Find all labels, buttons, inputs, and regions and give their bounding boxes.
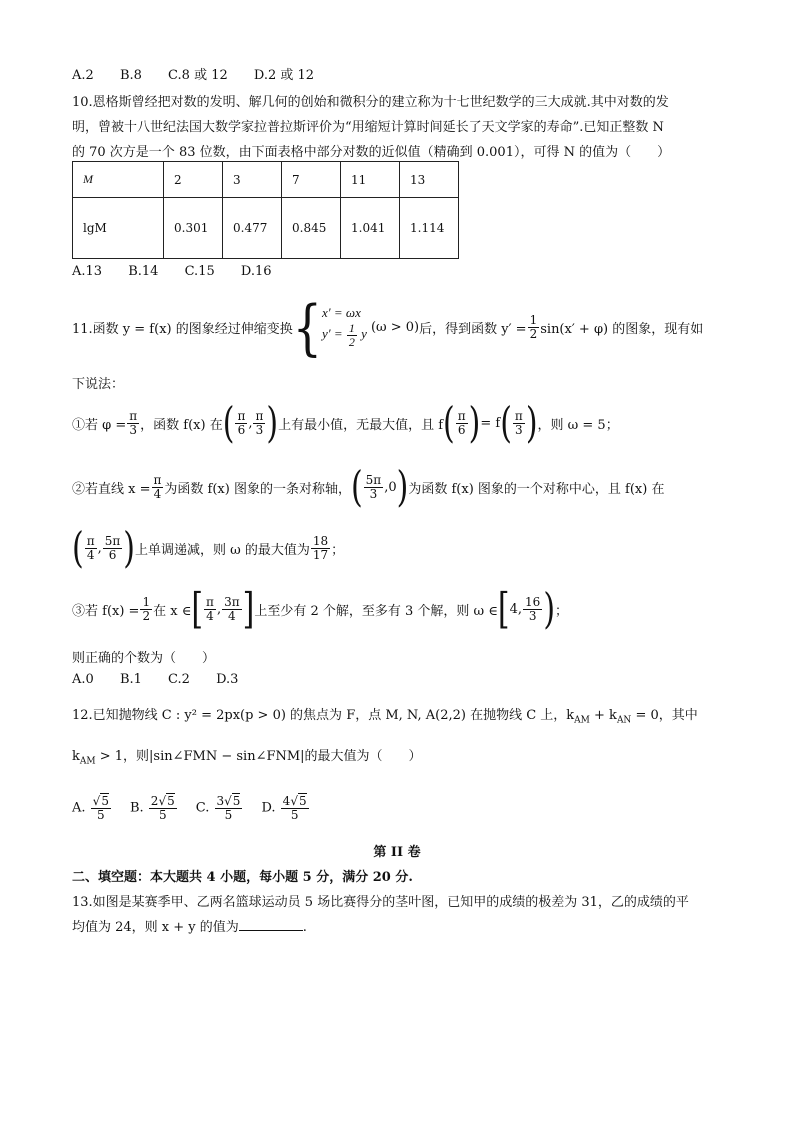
fraction-option [281,795,309,821]
q10-line-2: 明，曾被十八世纪法国大数学家拉普拉斯评价为“用缩短计算时间延长了天文学家的寿命”.已知正整数 N [72,120,664,135]
table-cell: 11 [341,162,400,198]
q11-options [72,672,260,687]
frac-num: 1 [529,312,538,327]
q12-sub-an: AN [616,715,632,726]
frac-num: 3√5 [216,793,241,808]
bracket-open: ( [350,462,363,512]
fraction-5pi-3 [364,474,384,500]
table-cell: lgM [73,198,164,259]
q12-text-end: = 0，其中 [631,708,698,723]
frac-num: 1 [142,594,151,609]
answer-blank[interactable] [239,930,303,931]
frac-num: π [255,408,264,423]
fraction-option [91,795,111,821]
system-top: x′ = ωx [322,305,361,321]
fraction-pi-4 [152,474,164,500]
bracket-close: ) [266,398,279,448]
s1-text-b: ，函数 f(x) 在 [140,417,223,433]
q11-statement-2 [72,462,665,512]
q12-text-2: > 1，则|sin∠FMN − sin∠FNM|的最大值为（ ） [95,749,422,764]
q11-lead: 11.函数 y = f(x) 的图象经过伸缩变换 [72,321,293,337]
fraction-18-17 [311,535,330,561]
q11-stem [72,292,703,362]
q11-option-c: C.2 [168,672,190,687]
frac-den: 4 [86,547,95,562]
q12-line-1 [72,704,698,726]
q9-option-a: A.2 [72,68,94,83]
q13-text: 均值为 24，则 x + y 的值为 [72,920,239,935]
frac-num: 5π [365,472,382,487]
q10-option-b: B.14 [128,264,159,279]
radicand: 5 [232,793,241,808]
q12-k: k [72,749,80,764]
zero: 0 [388,479,397,495]
s3-text-c: 上至少有 2 个解，至多有 3 个解，则 ω ∈ [254,603,498,619]
q11-option-a: A.0 [72,672,94,687]
comma: , [248,415,253,431]
s2-text-a: ②若直线 x = [72,481,151,497]
frac-den: 3 [515,422,523,437]
volume-title: 第 II 卷 [373,845,421,860]
q9-option-b: B.8 [119,68,142,83]
bracket-open: [ [191,584,204,634]
fraction-option [215,795,243,821]
q12-text-1: 12.已知抛物线 C : y² = 2px(p > 0) 的焦点为 F，点 M, N, A(2,2) 在抛物线 C 上，k [72,708,575,723]
q13-line-2 [72,916,307,935]
frac-den: 5 [158,807,167,822]
q11-cond: (ω > 0) [370,319,420,335]
q10-line-3: 的 70 次方是一个 83 位数，由下面表格中部分对数的近似值（精确到 0.001），可得 N 的值为（ ） [72,145,671,160]
option-label: A. [72,800,86,816]
option-label: B. [129,800,144,816]
frac-den: 2 [529,326,538,341]
s1-text-e: ，则 ω = 5； [537,417,619,433]
log-table [72,161,459,259]
frac-num: π [86,533,95,548]
q12-option-a [72,795,112,821]
bracket-open: [ [497,584,510,634]
s3-text-d: ； [555,603,569,619]
frac-num: 2√5 [150,793,175,808]
q12-option-c [196,795,244,821]
q11-statement-2-cont [72,523,345,573]
s1-text-c: 上有最小值，无最大值，且 f [278,417,444,433]
q12-sub-am: AM [79,756,96,767]
q10-option-d: D.16 [240,264,272,279]
q10-option-c: C.15 [184,264,215,279]
q10-line-1: 10.恩格斯曾经把对数的发明、解几何的创始和微积分的建立称为十七世纪数学的三大成就.其中对数的发 [72,95,669,110]
s3-text-a: ③若 f(x) = [72,603,140,619]
table-cell: 13 [400,162,459,198]
table-cell: 0.301 [164,198,223,259]
q10-options [72,264,294,279]
s1-text-d: = f [480,415,501,431]
comma: , [517,601,523,617]
radicand: 5 [101,793,109,808]
frac-den: 5 [224,807,233,822]
frac-den: 3 [528,608,537,623]
q9-options [72,64,336,83]
frac-num: π [129,408,138,423]
fraction-pi-3 [513,410,525,436]
table-cell: 1.114 [400,198,459,259]
bracket-open: ( [443,398,455,448]
option-label: C. [195,800,210,816]
q11-line-2: 下说法： [72,377,125,392]
fraction-3pi-4 [222,596,242,622]
fraction-pi-4 [204,596,216,622]
table-cell: 0.477 [223,198,282,259]
frac-den: 6 [457,422,466,437]
q11-statement-3 [72,584,569,634]
q9-option-d: D.2 或 12 [253,68,315,83]
table-cell: 3 [223,162,282,198]
fraction-16-3 [523,596,542,622]
q13-line-1: 13.如图是某赛季甲、乙两名篮球运动员 5 场比赛得分的茎叶图，已知甲的成绩的极差为 31，乙的成绩的平 [72,895,689,910]
q11-statement-1 [72,398,619,448]
frac-num: 16 [525,594,541,609]
frac-den: 5 [97,807,105,822]
radicand: 5 [298,793,307,808]
fraction-5pi-6 [103,535,123,561]
frac-den: 3 [369,486,378,501]
s2-text-d: 上单调递减，则 ω 的最大值为 [135,542,310,558]
q12-sub-am: AM [574,715,590,726]
bracket-close: ) [468,398,481,448]
s2-text-b: 为函数 f(x) 图象的一条对称轴， [164,481,351,497]
q9-option-c: C.8 或 12 [168,68,228,83]
frac-den: 6 [237,422,246,437]
brace-symbol: { [292,291,323,363]
q11-tail: sin(x′ + φ) 的图象，现有如 [540,321,704,337]
bracket-open: ( [222,398,235,448]
num-coef: 3 [216,793,225,808]
bracket-close: ) [123,523,135,573]
s2-text-c: 为函数 f(x) 图象的一个对称中心，且 f(x) 在 [408,481,665,497]
frac-num: π [457,408,466,423]
fraction-option [149,795,177,821]
bracket-close: ) [525,398,538,448]
fraction-half [528,314,540,340]
frac-num: π [153,472,162,487]
frac-den: 4 [228,608,236,623]
q13-end: . [302,920,307,935]
table-row [73,198,459,259]
frac-den: 2 [348,334,355,349]
frac-num: 3π [224,594,240,609]
fraction-half [347,322,357,348]
frac-den: 3 [255,422,264,437]
frac-num: 4√5 [282,793,307,808]
frac-num: π [514,408,523,423]
bracket-open: ( [72,523,84,573]
frac-num: 5π [104,533,121,548]
system-bottom-post: y [361,326,367,342]
frac-num: π [237,408,246,423]
bracket-close: ] [242,584,255,634]
frac-den: 2 [142,608,151,623]
num-coef: 2 [150,793,159,808]
q11-option-d: D.3 [216,672,239,687]
transform-system [322,305,367,348]
fraction-pi-3 [127,410,139,436]
table-cell: 7 [282,162,341,198]
bracket-close: ) [396,462,409,512]
q11-ask: 则正确的个数为（ ） [72,651,216,666]
q12-options [72,786,310,830]
comma: , [97,540,102,556]
q12-option-d [261,795,309,821]
s2-text-e: ； [331,542,345,558]
table-cell: 2 [164,162,223,198]
frac-den: 3 [129,422,138,437]
q11-mid: 后，得到函数 y′ = [419,321,527,337]
s3-text-b: 在 x ∈ [153,603,192,619]
option-label: D. [261,800,276,816]
frac-num: 1 [348,321,355,336]
fraction-pi-6 [235,410,247,436]
q11-option-b: B.1 [119,672,142,687]
fraction-pi-4 [85,535,97,561]
table-row [73,162,459,198]
fraction-half [140,596,152,622]
fraction-pi-6 [456,410,468,436]
frac-den: 6 [108,547,117,562]
system-bottom [322,322,367,348]
q10-option-a: A.13 [72,264,103,279]
frac-den: 4 [206,608,214,623]
section-2-heading: 二、填空题：本大题共 4 小题，每小题 5 分，满分 20 分. [72,870,413,885]
bracket-open: ( [500,398,512,448]
num-coef: 4 [282,793,291,808]
table-cell: M [73,162,164,198]
comma: , [384,479,389,495]
frac-num: π [206,594,214,609]
four-value: 4 [509,601,518,617]
bracket-close: ) [543,584,556,634]
q12-text-plus: + k [589,708,617,723]
q12-option-b [130,795,178,821]
frac-num: √5 [92,793,109,808]
frac-den: 4 [153,486,162,501]
table-cell: 1.041 [341,198,400,259]
system-bottom-pre: y′ = [322,326,343,342]
frac-den: 5 [290,807,299,822]
frac-num: 18 [312,533,329,548]
table-cell: 0.845 [282,198,341,259]
comma: , [216,601,222,617]
frac-den: 17 [312,547,329,562]
radicand: 5 [167,793,175,808]
q12-line-2 [72,745,422,767]
fraction-pi-3 [253,410,265,436]
s1-text-a: ①若 φ = [72,417,127,433]
